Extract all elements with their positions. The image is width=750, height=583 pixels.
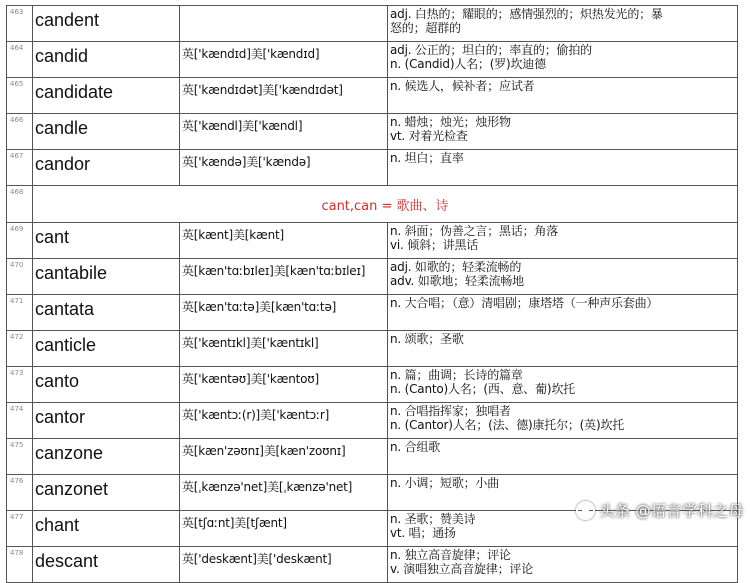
phonetic: 英['kændə]美['kændə] xyxy=(180,150,388,186)
headword: candle xyxy=(33,114,180,150)
definition-line: n. (Candid)人名；(罗)坎迪德 xyxy=(390,57,546,71)
headword: canto xyxy=(33,367,180,403)
definition xyxy=(388,78,738,114)
headword: candidate xyxy=(33,78,180,114)
definition xyxy=(388,259,738,295)
headword: candent xyxy=(33,6,180,42)
table-row xyxy=(7,78,738,114)
headword: descant xyxy=(33,547,180,583)
definition-line: n. (Canto)人名；(西、意、葡)坎托 xyxy=(390,382,575,396)
toutiao-logo-icon xyxy=(576,501,595,520)
headword: cantata xyxy=(33,295,180,331)
definition xyxy=(388,367,738,403)
phonetic: 英[kæn'tɑːtə]美[kæn'tɑːtə] xyxy=(180,295,388,331)
phonetic: 英['deskænt]美['deskænt] xyxy=(180,547,388,583)
definition-line: vt. 对着光检查 xyxy=(390,129,468,143)
phonetic: 英[tʃɑːnt]美[tʃænt] xyxy=(180,511,388,547)
row-number: 475 xyxy=(7,439,33,475)
definition-line: adj. 如歌的；轻柔流畅的 xyxy=(390,260,522,274)
headword: candor xyxy=(33,150,180,186)
table-row xyxy=(7,403,738,439)
phonetic: 英[kænt]美[kænt] xyxy=(180,223,388,259)
definition xyxy=(388,547,738,583)
row-number: 477 xyxy=(7,511,33,547)
definition-line: vt. 唱；通扬 xyxy=(390,526,456,540)
row-number: 470 xyxy=(7,259,33,295)
headword: chant xyxy=(33,511,180,547)
table-row xyxy=(7,259,738,295)
vocabulary-table xyxy=(6,5,738,583)
definition-line: n. 篇；曲调；长诗的篇章 xyxy=(390,368,523,382)
definition xyxy=(388,150,738,186)
row-number: 473 xyxy=(7,367,33,403)
headword: cantor xyxy=(33,403,180,439)
phonetic: 英['kændɪd]美['kændɪd] xyxy=(180,42,388,78)
table-row xyxy=(7,367,738,403)
table-row xyxy=(7,331,738,367)
row-number: 474 xyxy=(7,403,33,439)
definition-line: n. 蜡烛；烛光；烛形物 xyxy=(390,115,511,129)
definition-line: vi. 倾斜；讲黑话 xyxy=(390,238,479,252)
definition-line: n. 圣歌；赞美诗 xyxy=(390,512,476,526)
table-row xyxy=(7,439,738,475)
row-number: 469 xyxy=(7,223,33,259)
definition-line: n. 合唱指挥家；独唱者 xyxy=(390,404,511,418)
row-number: 468 xyxy=(7,186,33,223)
definition xyxy=(388,295,738,331)
definition xyxy=(388,403,738,439)
watermark xyxy=(576,500,744,521)
row-number: 472 xyxy=(7,331,33,367)
row-number: 465 xyxy=(7,78,33,114)
definition-line: n. 颂歌；圣歌 xyxy=(390,332,464,346)
row-number: 478 xyxy=(7,547,33,583)
definition xyxy=(388,42,738,78)
definition-line: adj. 白热的；耀眼的；感情强烈的；炽热发光的；暴 xyxy=(390,7,663,21)
row-number: 476 xyxy=(7,475,33,511)
headword: canzone xyxy=(33,439,180,475)
definition-line: adj. 公正的；坦白的；率直的；偷拍的 xyxy=(390,43,592,57)
table-row xyxy=(7,114,738,150)
headword: cant xyxy=(33,223,180,259)
phonetic xyxy=(180,6,388,42)
headword: cantabile xyxy=(33,259,180,295)
row-number: 466 xyxy=(7,114,33,150)
row-number: 471 xyxy=(7,295,33,331)
phonetic: 英[kæn'tɑːbɪleɪ]美[kæn'tɑːbɪleɪ] xyxy=(180,259,388,295)
definition-line: n. 合组歌 xyxy=(390,440,441,454)
definition-line: v. 演唱独立高音旋律；评论 xyxy=(390,562,533,576)
headword: candid xyxy=(33,42,180,78)
phonetic: 英['kændɪdət]美['kændɪdət] xyxy=(180,78,388,114)
headword: canticle xyxy=(33,331,180,367)
section-title: cant,can = 歌曲、诗 xyxy=(33,186,738,223)
definition-line: 怒的；超群的 xyxy=(390,21,461,35)
section-row xyxy=(7,186,738,223)
headword: canzonet xyxy=(33,475,180,511)
definition xyxy=(388,331,738,367)
phonetic: 英['kæntəʊ]美['kæntoʊ] xyxy=(180,367,388,403)
definition xyxy=(388,6,738,42)
row-number: 467 xyxy=(7,150,33,186)
definition-line: n. 斜面；伪善之言；黑话；角落 xyxy=(390,224,559,238)
table-row xyxy=(7,6,738,42)
definition xyxy=(388,439,738,475)
definition-line: n. 候选人，候补者；应试者 xyxy=(390,79,535,93)
definition-line: n. 坦白；直率 xyxy=(390,151,464,165)
vocabulary-table-body xyxy=(7,6,738,583)
phonetic: 英['kændl]美['kændl] xyxy=(180,114,388,150)
definition-line: n. (Cantor)人名；(法、德)康托尔；(英)坎托 xyxy=(390,418,625,432)
definition-line: adv. 如歌地；轻柔流畅地 xyxy=(390,274,524,288)
table-row xyxy=(7,223,738,259)
phonetic: 英[ˌkænzə'net]美[ˌkænzə'net] xyxy=(180,475,388,511)
phonetic: 英['kæntɪkl]美['kæntɪkl] xyxy=(180,331,388,367)
definition xyxy=(388,114,738,150)
definition xyxy=(388,223,738,259)
table-row xyxy=(7,295,738,331)
definition-line: n. 独立高音旋律；评论 xyxy=(390,548,511,562)
phonetic: 英['kæntɔː(r)]美['kæntɔːr] xyxy=(180,403,388,439)
row-number: 463 xyxy=(7,6,33,42)
definition-line: n. 大合唱；（意）清唱剧；康塔塔（一种声乐套曲） xyxy=(390,296,659,310)
row-number: 464 xyxy=(7,42,33,78)
phonetic: 英[kæn'zəʊnɪ]美[kæn'zoʊnɪ] xyxy=(180,439,388,475)
definition-line: n. 小调；短歌；小曲 xyxy=(390,476,500,490)
table-row xyxy=(7,547,738,583)
watermark-text: 头条 @语言学科之母 xyxy=(599,502,744,520)
table-row xyxy=(7,150,738,186)
table-row xyxy=(7,42,738,78)
